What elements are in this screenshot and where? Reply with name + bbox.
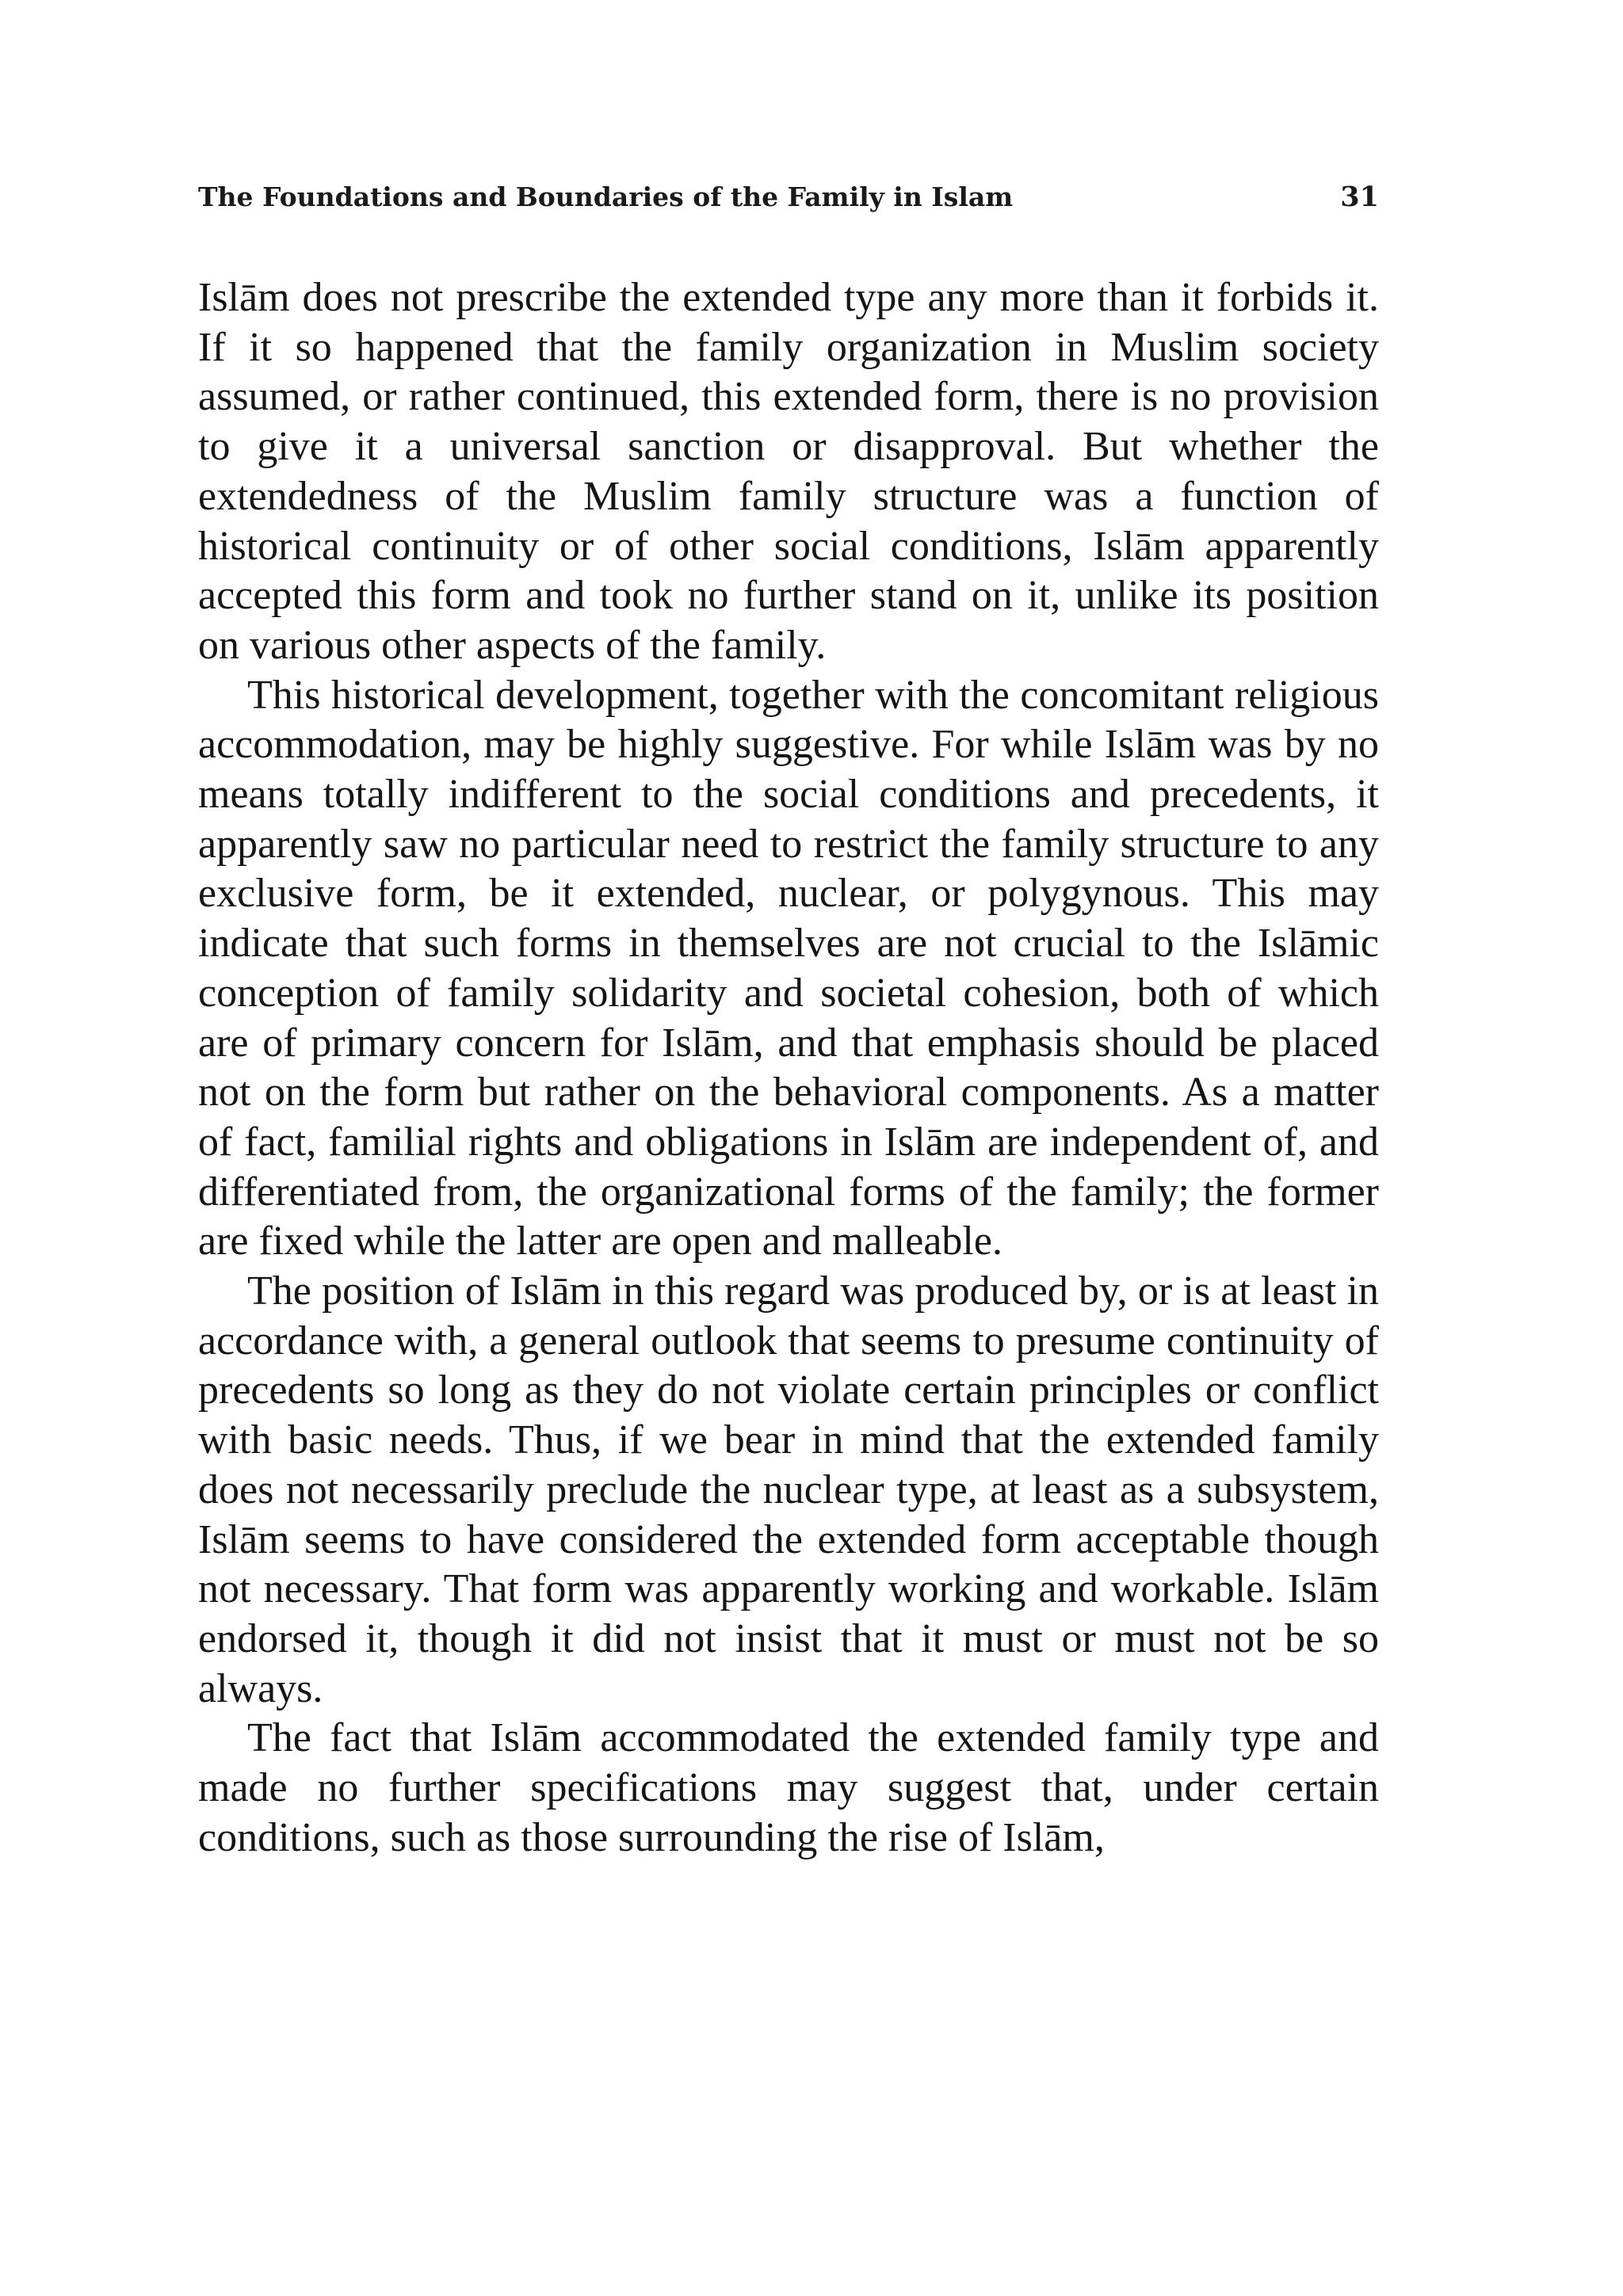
page-number: 31 <box>1340 181 1379 213</box>
paragraph-4: The fact that Islām accommodated the extended family type and made no further specifications may suggest that, under certain conditions, such as those surrounding the rise of Islām, <box>198 1715 1379 1860</box>
paragraph-3: The position of Islām in this regard was produced by, or is at least in accordance with, a general outlook that seems to presume continuity of precedents so long as they do not violate certain principles or conflict with basic needs. Thus, if we bear in mind that the extended family does not necessarily preclude the nuclear type, at least as a subsystem, Islām seems to have considered the extended form acceptable though not necessary. That form was apparently working and workable. Islām endorsed it, though it did not insist that it must or must not be so always. <box>198 1268 1379 1711</box>
running-head <box>198 181 1379 225</box>
paragraph-2: This historical development, together with the concomitant religious accommodation, may be highly suggestive. For while Islām was by no means totally indifferent to the social conditions and precedents, it apparently saw no particular need to restrict the family structure to any exclusive form, be it extended, nuclear, or polygynous. This may indicate that such forms in themselves are not crucial to the Islāmic conception of family solidarity and societal cohesion, both of which are of primary concern for Islām, and that emphasis should be placed not on the form but rather on the behavioral components. As a matter of fact, familial rights and obligations in Islām are independent of, and differentiated from, the organizational forms of the family; the former are fixed while the latter are open and malleable. <box>198 672 1379 1264</box>
body-text <box>198 273 1379 1863</box>
paragraph-1: Islām does not prescribe the extended type any more than it forbids it. If it so happened that the family organization in Muslim society assumed, or rather continued, this extended form, there is no provision to give it a universal sanction or disapproval. But whether the extendedness of the Muslim family structure was a function of historical continuity or of other social conditions, Islām apparently accepted this form and took no further stand on it, unlike its position on various other aspects of the family. <box>198 275 1379 668</box>
running-title: The Foundations and Boundaries of the Family in Islam <box>198 181 1014 212</box>
